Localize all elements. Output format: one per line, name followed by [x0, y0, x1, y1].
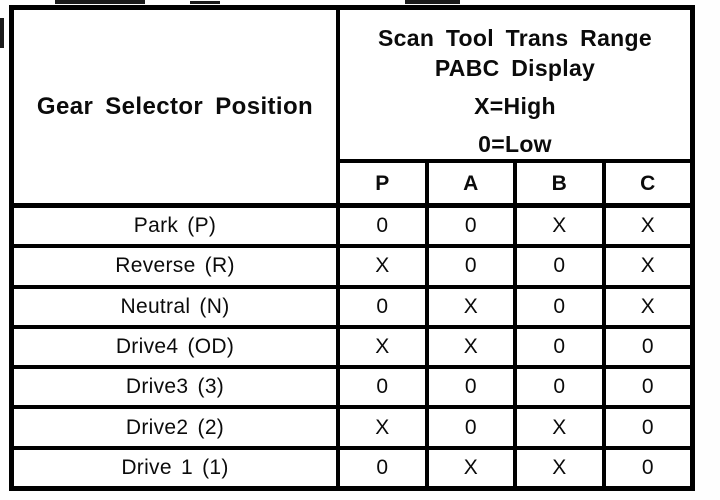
value-cell: 0 — [429, 369, 518, 405]
legend-0-low: 0=Low — [478, 131, 552, 157]
value-cell: X — [517, 409, 606, 445]
scan-header-line: PABC Display — [434, 55, 596, 81]
column-header-row — [340, 159, 690, 204]
value-cell: X — [429, 450, 518, 486]
value-cell: 0 — [340, 450, 429, 486]
row-label: Drive3 (3) — [14, 369, 340, 405]
row-label: Drive4 (OD) — [14, 329, 340, 365]
value-cell: X — [517, 450, 606, 486]
value-cell: 0 — [340, 369, 429, 405]
value-cell: 0 — [340, 289, 429, 325]
value-cell: 0 — [517, 289, 606, 325]
table-row-drive2 — [14, 405, 690, 445]
scan-header-line: Scan Tool Trans Range — [378, 25, 652, 51]
value-cell: X — [517, 208, 606, 244]
column-header-c: C — [640, 171, 656, 195]
row-label: Park (P) — [14, 208, 340, 244]
scan-tool-header — [340, 10, 690, 159]
value-cell: X — [340, 248, 429, 284]
column-header-a: A — [429, 163, 518, 204]
value-cell: 0 — [429, 248, 518, 284]
table-body — [14, 203, 690, 486]
value-cell: X — [640, 254, 655, 278]
value-cell: 0 — [429, 208, 518, 244]
table-row-drive4 — [14, 325, 690, 365]
row-label: Drive 1 (1) — [14, 450, 340, 486]
value-cell: X — [340, 329, 429, 365]
value-cell: X — [340, 409, 429, 445]
table-header-section — [14, 10, 690, 203]
value-cell: 0 — [641, 455, 654, 479]
value-cell: 0 — [641, 375, 654, 399]
table-row-drive3 — [14, 365, 690, 405]
gear-selector-table — [9, 5, 695, 491]
value-cell: 0 — [517, 329, 606, 365]
row-label: Reverse (R) — [14, 248, 340, 284]
column-header-b: B — [517, 163, 606, 204]
scan-artifact — [190, 1, 220, 4]
value-cell: X — [640, 214, 655, 238]
value-cell: 0 — [517, 248, 606, 284]
scan-artifact — [55, 0, 145, 4]
scan-artifact — [405, 0, 460, 4]
row-label: Neutral (N) — [14, 289, 340, 325]
value-cell: X — [429, 329, 518, 365]
value-cell: 0 — [340, 208, 429, 244]
column-header-p: P — [340, 163, 429, 204]
value-cell: 0 — [641, 334, 654, 358]
value-cell: X — [640, 294, 655, 318]
gear-selector-position-header: Gear Selector Position — [14, 10, 340, 203]
value-cell: 0 — [641, 415, 654, 439]
scan-artifact — [0, 18, 4, 48]
value-cell: 0 — [517, 369, 606, 405]
value-cell: 0 — [429, 409, 518, 445]
table-row-drive1 — [14, 446, 690, 486]
value-cell: X — [429, 289, 518, 325]
table-row-park — [14, 203, 690, 244]
legend-x-high: X=High — [474, 93, 556, 119]
table-row-reverse — [14, 244, 690, 284]
row-label: Drive2 (2) — [14, 409, 340, 445]
table-row-neutral — [14, 285, 690, 325]
scan-tool-header-group — [340, 10, 690, 203]
